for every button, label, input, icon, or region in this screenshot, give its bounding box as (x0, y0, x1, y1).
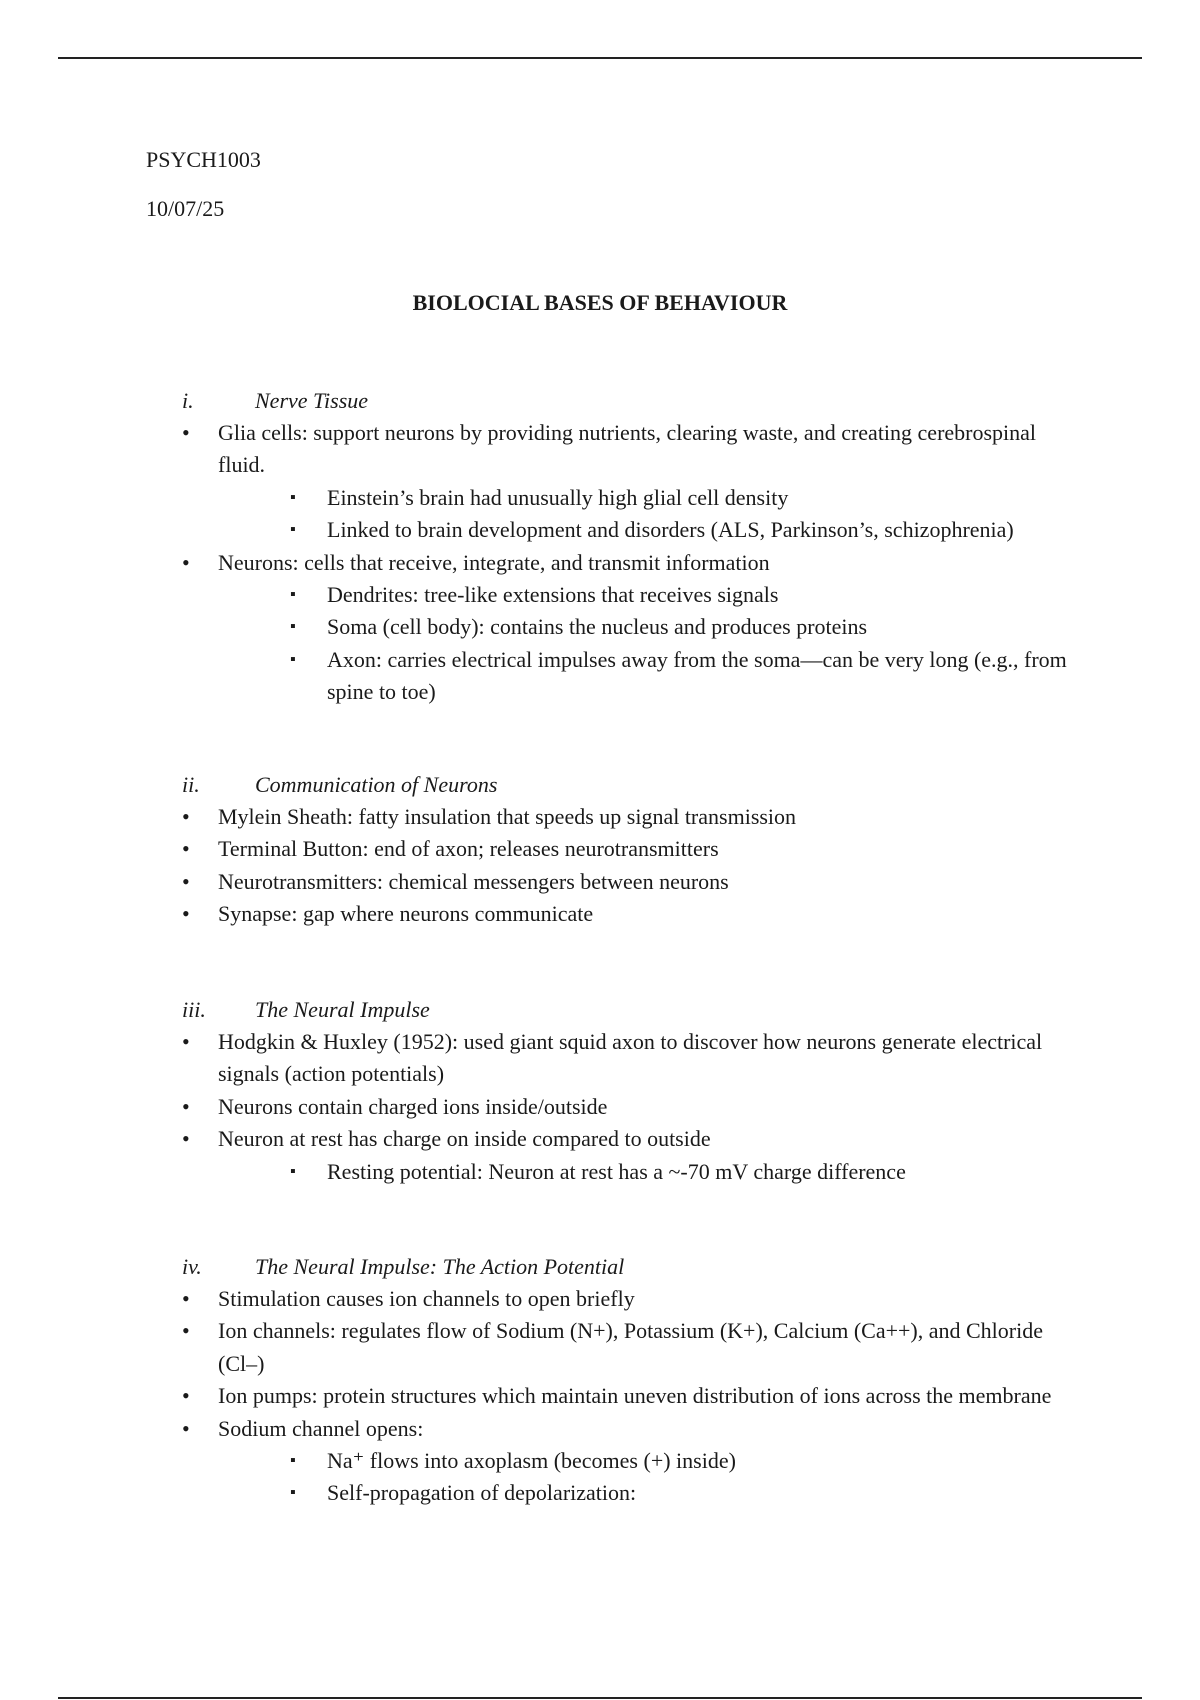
sub-list (218, 1445, 1082, 1510)
section-number: iii. (182, 997, 206, 1022)
bullet-text: Neuron at rest has charge on inside compared to outside (218, 1126, 711, 1152)
sub-list-item: ▪ Axon: carries electrical impulses away from the soma—can be very long (e.g., from spine to toe) (218, 644, 1082, 709)
section-number: ii. (182, 772, 200, 797)
sub-list (218, 579, 1082, 709)
list-item: • Stimulation causes ion channels to open briefly (182, 1283, 1082, 1315)
section-number: iv. (182, 1254, 202, 1279)
sub-list-item: ▪ Resting potential: Neuron at rest has a ~-70 mV charge difference (218, 1156, 1082, 1188)
bullet-text: Sodium channel opens: (218, 1415, 424, 1441)
bullet-text: Neurons: cells that receive, integrate, and transmit information (218, 549, 770, 575)
list-item: • Neurotransmitters: chemical messengers between neurons (182, 866, 1082, 898)
section-heading (182, 1251, 1082, 1283)
section-heading (182, 385, 1082, 417)
section-heading (182, 769, 1082, 801)
section-title: Communication of Neurons (255, 772, 498, 797)
list-item: • Synapse: gap where neurons communicate (182, 898, 1082, 930)
sub-list-item: ▪ Soma (cell body): contains the nucleus and produces proteins (218, 611, 1082, 643)
sub-list-item: ▪ Dendrites: tree-like extensions that receives signals (218, 579, 1082, 611)
bullet-list (182, 801, 1082, 931)
list-item: • Terminal Button: end of axon; releases neurotransmitters (182, 833, 1082, 865)
page-title: BIOLOCIAL BASES OF BEHAVIOUR (412, 290, 788, 315)
list-item: • Ion channels: regulates flow of Sodium (N+), Potassium (K+), Calcium (Ca++), and Chloride (Cl–) (182, 1315, 1082, 1380)
sub-list-item: ▪ Na⁺ flows into axoplasm (becomes (+) inside) (218, 1445, 1082, 1477)
list-item (182, 1123, 1082, 1188)
section-communication-of-neurons (182, 769, 1082, 931)
list-item (182, 417, 1082, 547)
bullet-list (182, 417, 1082, 709)
section-title: The Neural Impulse (255, 997, 430, 1022)
footer-rule (58, 1697, 1142, 1699)
sub-list-item: ▪ Einstein’s brain had unusually high glial cell density (218, 482, 1082, 514)
bullet-list (182, 1026, 1082, 1188)
bullet-list (182, 1283, 1082, 1510)
list-item: • Ion pumps: protein structures which maintain uneven distribution of ions across the membrane (182, 1380, 1082, 1412)
list-item: • Mylein Sheath: fatty insulation that speeds up signal transmission (182, 801, 1082, 833)
header-rule (58, 57, 1142, 59)
list-item (182, 1413, 1082, 1510)
note-date: 10/07/25 (146, 196, 225, 221)
list-item: • Hodgkin & Huxley (1952): used giant squid axon to discover how neurons generate electrical signals (action potentials) (182, 1026, 1082, 1091)
list-item: • Neurons contain charged ions inside/outside (182, 1091, 1082, 1123)
sub-list-item: ▪ Self-propagation of depolarization: (218, 1477, 1082, 1509)
section-title: The Neural Impulse: The Action Potential (255, 1254, 625, 1279)
section-neural-impulse (182, 994, 1082, 1188)
list-item (182, 547, 1082, 709)
section-heading (182, 994, 1082, 1026)
sub-list (218, 1156, 1082, 1188)
bullet-text: Glia cells: support neurons by providing nutrients, clearing waste, and creating cerebrospinal fluid. (218, 420, 1037, 478)
course-code: PSYCH1003 (146, 147, 261, 172)
section-title: Nerve Tissue (255, 388, 369, 413)
section-number: i. (182, 388, 194, 413)
sub-list-item: ▪ Linked to brain development and disorders (ALS, Parkinson’s, schizophrenia) (218, 514, 1082, 546)
sub-list (218, 482, 1082, 547)
section-nerve-tissue (182, 385, 1082, 709)
section-action-potential (182, 1251, 1082, 1510)
